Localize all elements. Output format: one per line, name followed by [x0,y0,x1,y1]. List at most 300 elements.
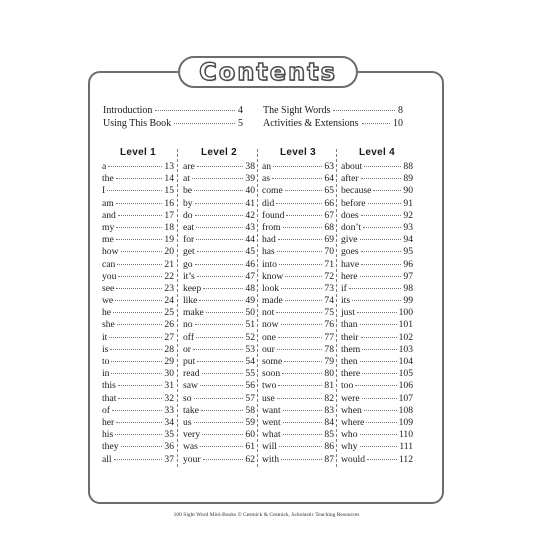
sight-word-entry[interactable] [262,234,334,246]
sight-word: very [183,429,201,441]
sight-word-entry[interactable] [183,222,255,234]
leader-dots [194,398,244,399]
level-heading: Level 3 [279,147,316,158]
leader-dots [197,276,244,277]
page-number: 16 [164,197,174,209]
page-number: 21 [164,258,174,270]
sight-word: than [341,319,358,331]
leader-dots [278,337,323,338]
sight-word-entry[interactable] [262,417,334,429]
sight-word: in [102,368,110,380]
leader-dots [108,166,162,167]
toc-entry-introduction[interactable] [103,105,243,116]
sight-word-entry[interactable] [183,210,255,222]
page-number: 28 [164,343,174,355]
sight-word-entry[interactable] [341,185,413,197]
sight-word: one [262,331,276,343]
page-number: 98 [403,282,413,294]
sight-word: it’s [183,270,195,282]
level-3-column [262,147,334,466]
page-number: 74 [324,295,334,307]
sight-word-entry[interactable] [341,393,413,405]
page-number: 87 [324,453,334,465]
sight-word: or [183,343,191,355]
sight-word-entry[interactable] [341,368,413,380]
sight-word-entry[interactable] [183,185,255,197]
page-number: 46 [245,258,255,270]
sight-word: as [262,173,270,185]
sight-word-entry[interactable] [183,344,255,356]
page-number: 69 [324,234,334,246]
sight-word: put [183,356,196,367]
sight-word: know [262,270,284,282]
leader-dots [286,215,322,216]
sight-word: of [102,404,110,416]
leader-dots [116,422,162,423]
sight-word: and [102,209,116,221]
leader-dots [361,178,402,179]
page-number: 67 [324,209,334,221]
sight-word-entry[interactable] [183,307,255,319]
sight-word: then [341,356,358,367]
sight-word-entry[interactable] [341,380,413,392]
page-number: 14 [164,173,174,185]
sight-word: like [183,295,198,307]
page-number: 18 [164,221,174,233]
page-number: 106 [398,380,413,392]
sight-word: goes [341,246,359,258]
sight-word-entry[interactable] [183,429,255,441]
sight-word-entry[interactable] [341,246,413,258]
sight-word-entry[interactable] [341,405,413,417]
toc-entry-using-this-book[interactable] [103,118,243,129]
sight-word-entry[interactable] [183,380,255,392]
level-2-column [183,147,255,466]
page-number: 76 [324,319,334,331]
leader-dots [197,166,244,167]
page-number: 85 [324,429,334,441]
page-number: 104 [398,356,413,367]
sight-word: do [183,209,193,221]
leader-dots [196,239,243,240]
sight-word-entry[interactable] [102,368,174,380]
leader-dots [333,110,395,111]
sight-word-entry[interactable] [262,368,334,380]
sight-word: to [102,356,110,367]
word-list [341,161,413,466]
sight-word: will [262,441,277,453]
sight-word: why [341,441,358,453]
page-number: 29 [164,356,174,367]
page-number: 13 [164,161,174,172]
page-number: 47 [245,270,255,282]
sight-word-entry[interactable] [102,454,174,466]
sight-word: she [102,319,115,331]
sight-word: had [262,234,276,246]
sight-word-entry[interactable] [262,307,334,319]
sight-word: don’t [341,221,362,233]
leader-dots [283,422,323,423]
sight-word-entry[interactable] [102,332,174,344]
sight-word-entry[interactable] [102,222,174,234]
leader-dots [361,337,397,338]
sight-word: have [341,258,360,270]
page-number: 23 [164,282,174,294]
leader-dots [360,276,402,277]
sight-word-entry[interactable] [102,185,174,197]
sight-word: us [183,416,192,428]
page-number: 40 [245,185,255,197]
leader-dots [281,459,322,460]
leader-dots [118,215,163,216]
sight-word-entry[interactable] [262,198,334,210]
leader-dots [116,227,162,228]
sight-word: off [183,331,195,343]
page-number: 72 [324,270,334,282]
leader-dots [196,227,243,228]
page-number: 83 [324,404,334,416]
sight-word: their [341,331,359,343]
leader-dots [360,361,397,362]
leader-dots [282,373,322,374]
page-number: 36 [164,441,174,453]
sight-word: because [341,185,372,197]
sight-word-entry[interactable] [341,319,413,331]
sight-word-entry[interactable] [102,271,174,283]
sight-word-entry[interactable] [262,344,334,356]
sight-word-entry[interactable] [102,429,174,441]
leader-dots [203,288,243,289]
page-number: 44 [245,234,255,246]
sight-word-entry[interactable] [262,405,334,417]
sight-word-entry[interactable] [102,234,174,246]
page-footer: 100 Sight Word Mini-Books © Cestnick & Cestnick, Scholastic Teaching Resources [173,512,360,518]
toc-entry-label: The Sight Words [263,105,331,116]
sight-word: read [183,368,200,380]
sight-word-entry[interactable] [102,356,174,368]
leader-dots [201,410,243,411]
page-number: 107 [398,392,413,404]
page-number: 48 [245,282,255,294]
sight-word: two [262,380,277,392]
sight-word: not [262,307,275,319]
sight-word-entry[interactable] [102,380,174,392]
sight-word-entry[interactable] [183,417,255,429]
leader-dots [174,123,235,124]
sight-word: with [262,453,280,465]
sight-word-entry[interactable] [102,259,174,271]
sight-word-entry[interactable] [341,295,413,307]
page-number: 30 [164,368,174,380]
sight-word: is [102,343,109,355]
sight-word-entry[interactable] [341,344,413,356]
word-list [183,161,255,466]
leader-dots [116,239,163,240]
sight-word: get [183,246,195,258]
column-divider [257,149,258,467]
sight-word: a [102,161,107,172]
page-number: 35 [164,429,174,441]
leader-dots [199,300,243,301]
sight-word-entry[interactable] [262,319,334,331]
sight-word: an [262,161,272,172]
leader-dots [192,178,243,179]
sight-word: it [102,331,108,343]
sight-word-entry[interactable] [341,222,413,234]
sight-word-entry[interactable] [262,441,334,453]
page-number: 86 [324,441,334,453]
sight-word-entry[interactable] [341,441,413,453]
leader-dots [117,264,162,265]
sight-word-entry[interactable] [262,283,334,295]
page-number: 89 [403,173,413,185]
page-number: 110 [398,429,413,441]
sight-word: keep [183,282,202,294]
page-number: 79 [324,356,334,367]
sight-word: his [102,429,114,441]
sight-word: saw [183,380,198,392]
sight-word-entry[interactable] [341,259,413,271]
sight-word: go [183,258,193,270]
leader-dots [278,385,322,386]
page-number: 103 [398,343,413,355]
page-number: 82 [324,392,334,404]
page-number: 75 [324,307,334,319]
leader-dots [281,324,323,325]
sight-word-entry[interactable] [102,295,174,307]
sight-word-entry[interactable] [341,234,413,246]
sight-word: were [341,392,360,404]
page-number: 97 [403,270,413,282]
leader-dots [121,446,163,447]
page-number: 61 [245,441,255,453]
sight-word: look [262,282,280,294]
leader-dots [279,264,322,265]
sight-word: now [262,319,279,331]
sight-word: me [102,234,114,246]
page-number: 37 [164,453,174,465]
sight-word-entry[interactable] [102,161,174,173]
sight-word: this [102,380,116,392]
sight-word-entry[interactable] [183,356,255,368]
sight-word: before [341,197,366,209]
sight-word: come [262,185,283,197]
leader-dots [364,410,397,411]
sight-word-entry[interactable] [262,356,334,368]
page-number: 56 [245,380,255,392]
sight-word-entry[interactable] [341,429,413,441]
sight-word-entry[interactable] [262,161,334,173]
page-number: 53 [245,343,255,355]
sight-word-entry[interactable] [102,441,174,453]
sight-word: take [183,404,199,416]
sight-word-entry[interactable] [341,271,413,283]
page-number: 31 [164,380,174,392]
sight-word: here [341,270,358,282]
sight-word-entry[interactable] [102,417,174,429]
leader-dots [349,288,402,289]
sight-word-entry[interactable] [183,173,255,185]
leader-dots [194,190,243,191]
leader-dots [277,349,323,350]
sight-word: where [341,416,365,428]
leader-dots [197,361,243,362]
sight-word-entry[interactable] [341,454,413,466]
sight-word-entry[interactable] [102,319,174,331]
page-number: 43 [245,221,255,233]
page-number: 105 [398,368,413,380]
sight-word: what [262,429,281,441]
leader-dots [364,166,401,167]
sight-word-entry[interactable] [183,454,255,466]
leader-dots [118,385,163,386]
leader-dots [285,276,322,277]
sight-word-entry[interactable] [102,198,174,210]
page-number: 84 [324,416,334,428]
sight-word-entry[interactable] [262,454,334,466]
sight-word-entry[interactable] [262,185,334,197]
page-number: 20 [164,246,174,258]
leader-dots [360,324,397,325]
leader-dots [362,349,396,350]
word-list [102,161,174,466]
sight-word: does [341,209,359,221]
sight-word: want [262,404,281,416]
sight-word-entry[interactable] [262,222,334,234]
sight-word-entry[interactable] [341,198,413,210]
sight-word: how [102,246,119,258]
page-number: 95 [403,246,413,258]
sight-word: from [262,221,281,233]
leader-dots [155,110,235,111]
page-number: 58 [245,404,255,416]
sight-word-entry[interactable] [262,173,334,185]
leader-dots [283,227,323,228]
sight-word-entry[interactable] [102,307,174,319]
sight-word: after [341,173,359,185]
sight-word: my [102,221,115,233]
sight-word-entry[interactable] [102,246,174,258]
leader-dots [114,459,163,460]
toc-entry-page: 4 [238,105,243,116]
leader-dots [110,349,162,350]
page-number: 71 [324,258,334,270]
sight-word: see [102,282,115,294]
sight-word-entry[interactable] [183,198,255,210]
toc-entry-page: 10 [393,118,403,129]
sight-word-entry[interactable] [183,332,255,344]
sight-word-entry[interactable] [341,356,413,368]
page-title: Contents [199,58,337,86]
leader-dots [206,312,244,313]
sight-word-entry[interactable] [262,259,334,271]
leader-dots [361,215,402,216]
page-number: 38 [245,161,255,172]
sight-word: the [102,173,114,185]
sight-word-entry[interactable] [341,417,413,429]
leader-dots [194,422,244,423]
leader-dots [276,312,322,313]
toc-entry-the-sight-words[interactable] [263,105,403,116]
toc-entry-activities-extensions[interactable] [263,118,403,129]
sight-word-entry[interactable] [183,271,255,283]
leader-dots [362,398,397,399]
sight-word: they [102,441,119,453]
leader-dots [367,459,397,460]
page-number: 33 [164,404,174,416]
leader-dots [116,203,163,204]
leader-dots [360,239,402,240]
sight-word-entry[interactable] [262,429,334,441]
sight-word-entry[interactable] [341,210,413,222]
sight-word: I [102,185,106,197]
sight-word-entry[interactable] [102,393,174,405]
leader-dots [195,203,244,204]
leader-dots [279,446,322,447]
sight-word-entry[interactable] [341,161,413,173]
sight-word-entry[interactable] [102,210,174,222]
leader-dots [368,203,402,204]
page-number: 109 [398,416,413,428]
sight-word-entry[interactable] [183,405,255,417]
sight-word: into [262,258,277,270]
sight-word-entry[interactable] [262,210,334,222]
sight-word-entry[interactable] [262,393,334,405]
sight-word-entry[interactable] [183,234,255,246]
sight-word-entry[interactable] [262,380,334,392]
leader-dots [112,410,162,411]
sight-word-entry[interactable] [183,441,255,453]
leader-dots [116,178,163,179]
sight-word-entry[interactable] [102,344,174,356]
page-number: 32 [164,392,174,404]
sight-word-entry[interactable] [341,173,413,185]
sight-word: give [341,234,358,246]
page-number: 22 [164,270,174,282]
sight-word-entry[interactable] [262,332,334,344]
sight-word-entry[interactable] [341,307,413,319]
sight-word-entry[interactable] [262,246,334,258]
sight-word-entry[interactable] [341,283,413,295]
toc-entry-label: Introduction [103,105,153,116]
sight-word-entry[interactable] [183,319,255,331]
sight-word-entry[interactable] [341,332,413,344]
sight-word-entry[interactable] [183,393,255,405]
sight-word-entry[interactable] [262,295,334,307]
sight-word-entry[interactable] [183,259,255,271]
page-number: 102 [398,331,413,343]
sight-word-entry[interactable] [183,295,255,307]
sight-word-entry[interactable] [102,283,174,295]
toc-entry-page: 8 [398,105,403,116]
sight-word-entry[interactable] [183,161,255,173]
leader-dots [283,434,323,435]
sight-word-entry[interactable] [102,405,174,417]
sight-word-entry[interactable] [183,368,255,380]
sight-word-entry[interactable] [183,246,255,258]
sight-word-entry[interactable] [183,283,255,295]
leader-dots [111,361,162,362]
sight-word-entry[interactable] [102,173,174,185]
page-number: 62 [245,453,255,465]
sight-word-entry[interactable] [262,271,334,283]
sight-word: for [183,234,195,246]
leader-dots [272,178,322,179]
sight-word: its [341,295,351,307]
sight-word: eat [183,221,195,233]
page-number: 91 [403,197,413,209]
leader-dots [276,203,322,204]
